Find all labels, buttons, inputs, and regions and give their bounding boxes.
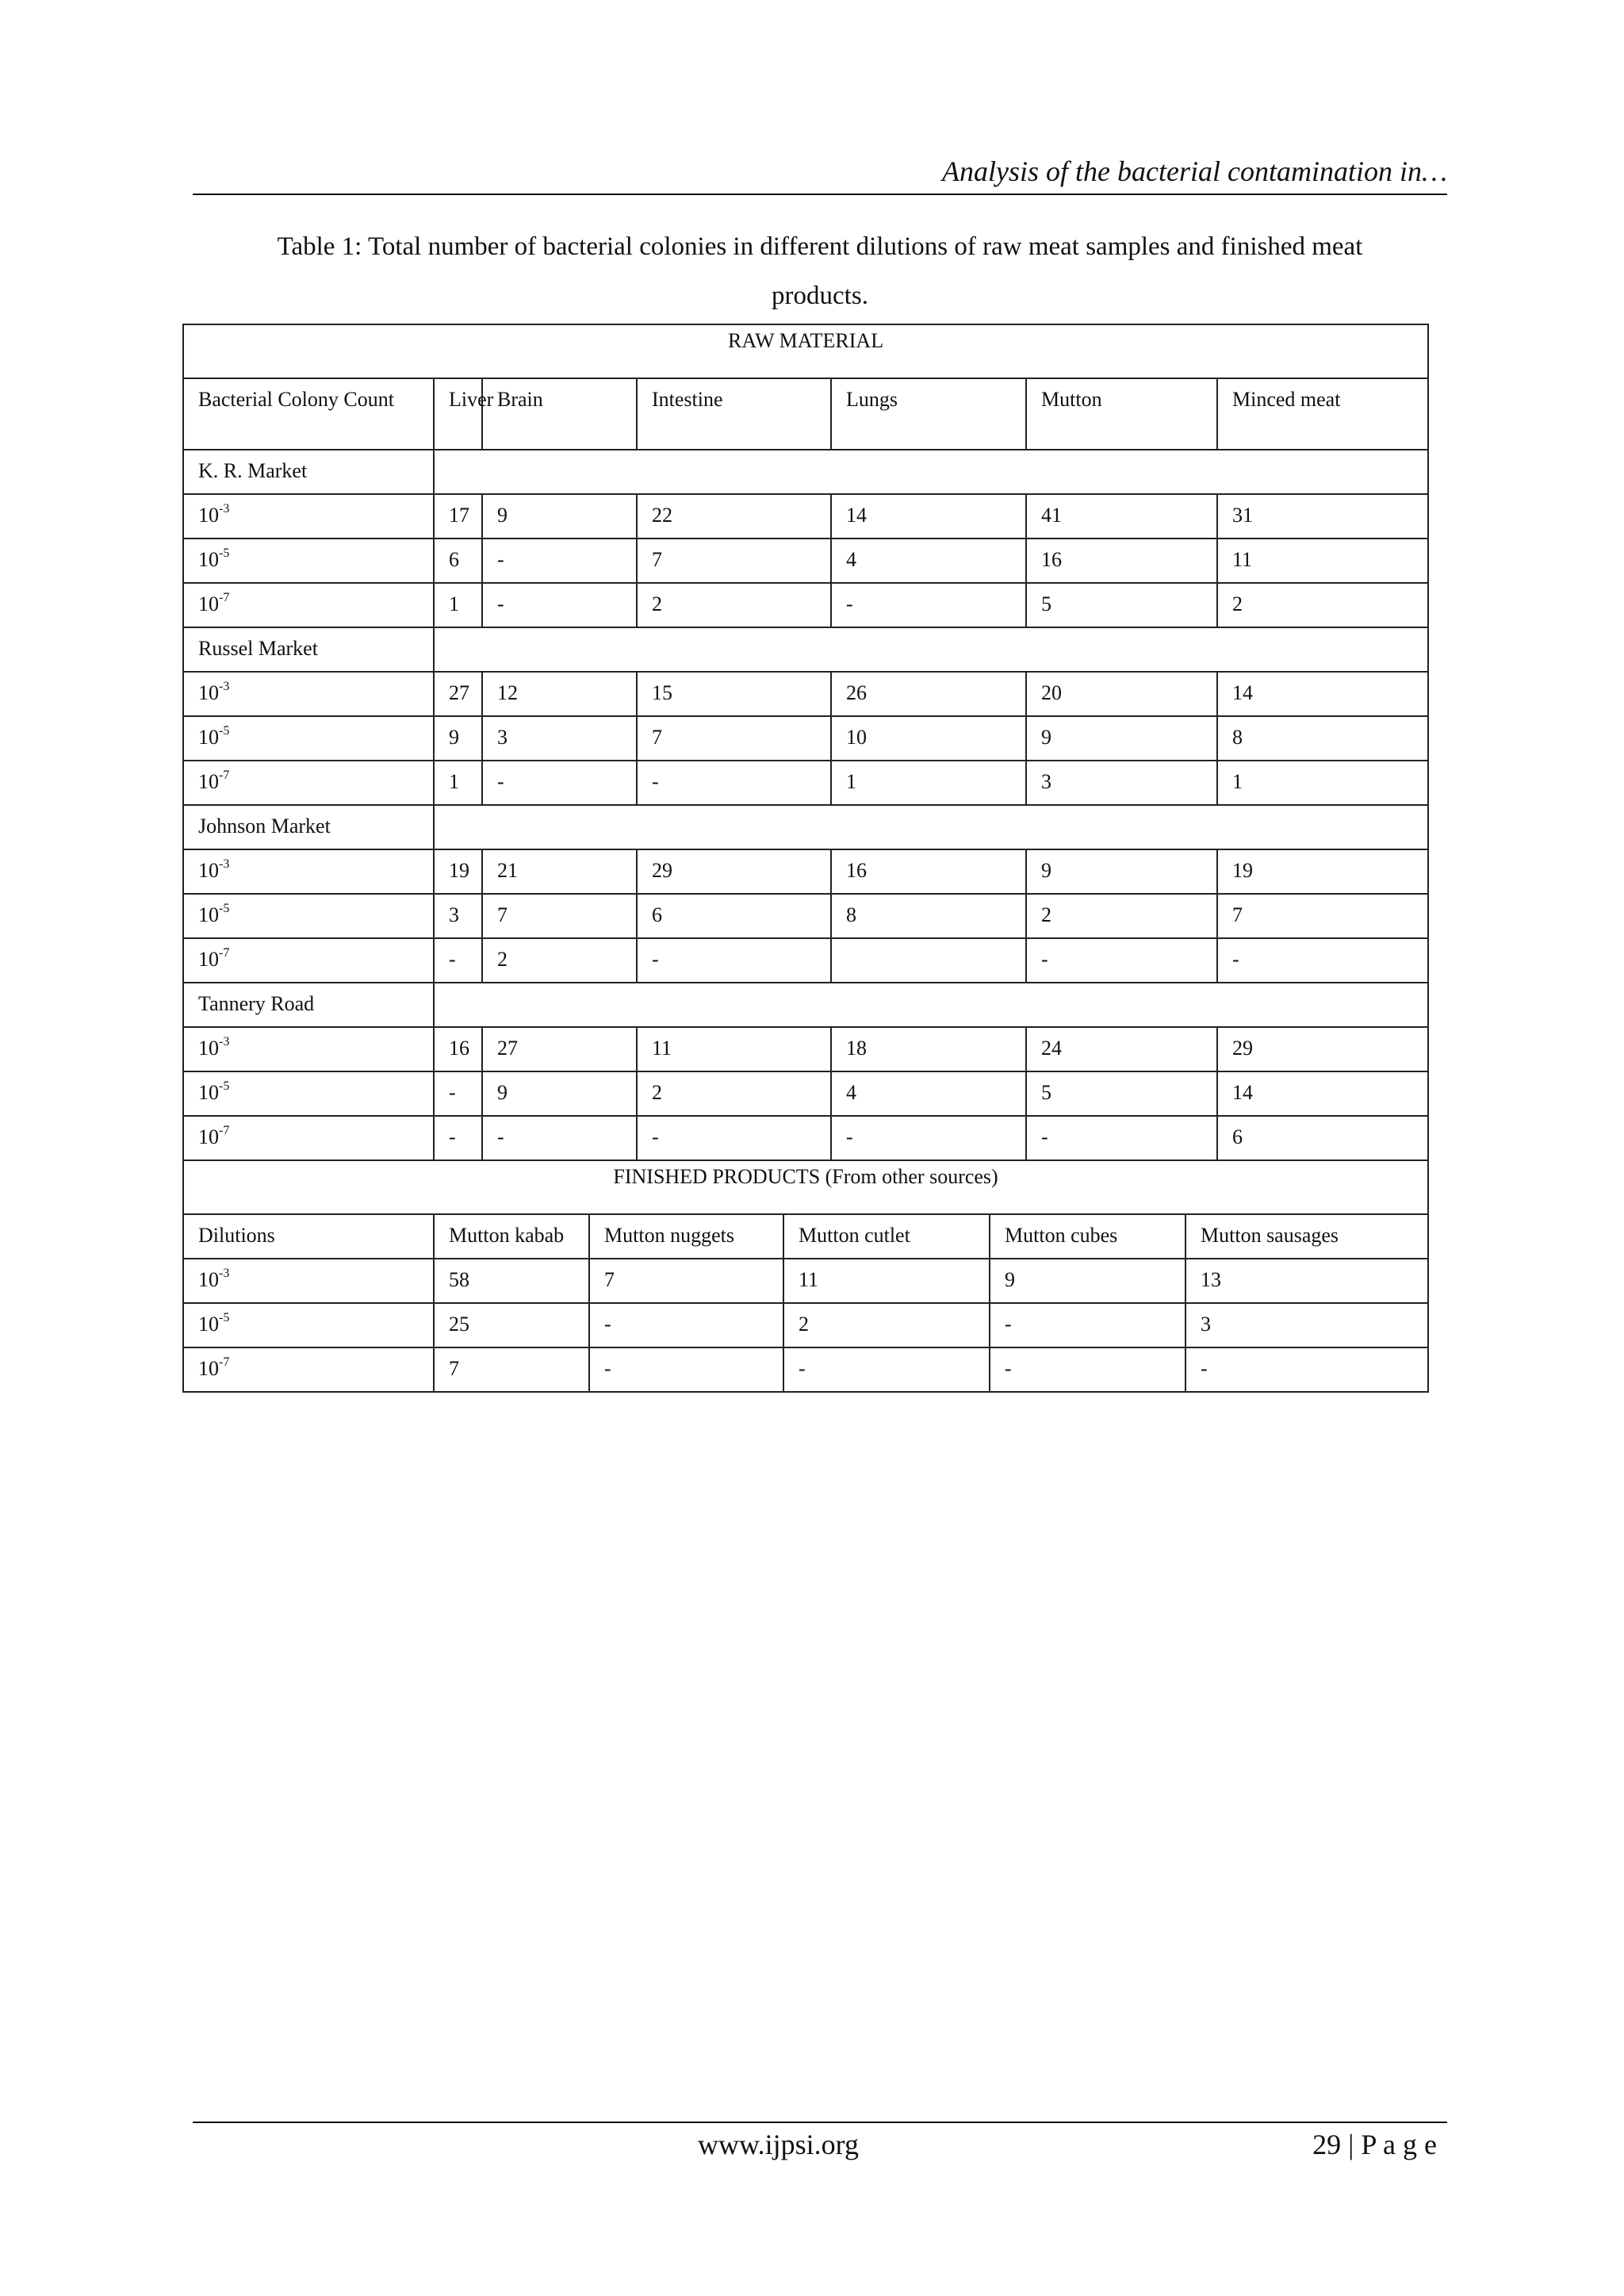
dilution-label	[183, 1347, 434, 1392]
dilution-label	[183, 1259, 434, 1303]
product-count-cell: 3	[1185, 1303, 1428, 1347]
colony-count-cell: 2	[1217, 583, 1428, 627]
dilution-label	[183, 894, 434, 938]
colony-count-cell: 24	[1026, 1027, 1217, 1071]
table-row	[183, 583, 1428, 627]
market-name: Johnson Market	[183, 805, 434, 849]
product-count-cell: 2	[783, 1303, 990, 1347]
colony-count-cell: 19	[1217, 849, 1428, 894]
footer-website: www.ijpsi.org	[698, 2129, 860, 2160]
colony-count-cell: -	[1026, 938, 1217, 983]
dilution-exponent: -7	[219, 1124, 230, 1138]
table-row	[183, 1027, 1428, 1071]
colony-count-cell: 3	[482, 716, 637, 761]
dilution-base: 10	[198, 548, 219, 571]
finished-first-column-header: Dilutions	[183, 1214, 434, 1259]
header-divider	[193, 194, 1447, 195]
colony-count-cell: 3	[434, 894, 482, 938]
colony-count-cell: 6	[1217, 1116, 1428, 1160]
colony-count-cell: 9	[1026, 716, 1217, 761]
colony-count-cell: 8	[831, 894, 1026, 938]
colony-count-cell: 6	[434, 539, 482, 583]
table-row	[183, 494, 1428, 539]
colony-count-cell: 6	[637, 894, 831, 938]
colony-count-cell: 27	[434, 672, 482, 716]
dilution-label	[183, 583, 434, 627]
dilution-label	[183, 1116, 434, 1160]
colony-count-cell: 7	[1217, 894, 1428, 938]
dilution-exponent: -3	[219, 1035, 230, 1049]
table-row	[183, 716, 1428, 761]
colony-count-cell: 7	[482, 894, 637, 938]
table-row	[183, 1303, 1428, 1347]
dilution-label	[183, 761, 434, 805]
dilution-label	[183, 1071, 434, 1116]
colony-count-cell: -	[482, 1116, 637, 1160]
dilution-base: 10	[198, 504, 219, 527]
dilution-exponent: -3	[219, 680, 230, 694]
product-count-cell: -	[589, 1347, 783, 1392]
footer-divider	[193, 2122, 1447, 2123]
dilution-base: 10	[198, 1357, 219, 1380]
finished-column-header: Mutton cutlet	[783, 1214, 990, 1259]
finished-column-header: Mutton nuggets	[589, 1214, 783, 1259]
colony-count-cell: 16	[831, 849, 1026, 894]
market-row-blank	[434, 983, 1428, 1027]
raw-column-header: Mutton	[1026, 378, 1217, 450]
colony-count-cell: 20	[1026, 672, 1217, 716]
dilution-base: 10	[198, 1037, 219, 1060]
colony-count-cell: 18	[831, 1027, 1026, 1071]
colony-count-cell: 26	[831, 672, 1026, 716]
finished-products-banner: FINISHED PRODUCTS (From other sources)	[183, 1160, 1428, 1214]
product-count-cell: 9	[990, 1259, 1185, 1303]
product-count-cell: 25	[434, 1303, 589, 1347]
colony-count-cell: 11	[637, 1027, 831, 1071]
dilution-exponent: -7	[219, 1355, 230, 1370]
table-row	[183, 938, 1428, 983]
colony-count-cell: 1	[434, 761, 482, 805]
dilution-base: 10	[198, 1125, 219, 1148]
dilution-exponent: -5	[219, 902, 230, 916]
dilution-base: 10	[198, 1081, 219, 1104]
colony-count-cell: 27	[482, 1027, 637, 1071]
dilution-exponent: -7	[219, 769, 230, 783]
product-count-cell: 7	[434, 1347, 589, 1392]
market-name: Tannery Road	[183, 983, 434, 1027]
table-row	[183, 539, 1428, 583]
table-row	[183, 849, 1428, 894]
colony-count-cell: 7	[637, 539, 831, 583]
dilution-label	[183, 539, 434, 583]
colony-count-cell: 14	[1217, 672, 1428, 716]
colony-count-cell: 41	[1026, 494, 1217, 539]
raw-column-header: Lungs	[831, 378, 1026, 450]
product-count-cell: -	[990, 1347, 1185, 1392]
market-row	[183, 805, 1428, 849]
colony-count-cell: 9	[434, 716, 482, 761]
table-row	[183, 1259, 1428, 1303]
finished-header-row	[183, 1214, 1428, 1259]
dilution-base: 10	[198, 948, 219, 971]
colony-count-cell: -	[1026, 1116, 1217, 1160]
finished-column-header: Mutton kabab	[434, 1214, 589, 1259]
finished-banner-row	[183, 1160, 1428, 1214]
colony-count-cell: 7	[637, 716, 831, 761]
table-row	[183, 1116, 1428, 1160]
colony-count-cell: -	[831, 1116, 1026, 1160]
dilution-base: 10	[198, 770, 219, 793]
colony-count-cell: 1	[1217, 761, 1428, 805]
dilution-base: 10	[198, 1313, 219, 1336]
colony-count-cell: 10	[831, 716, 1026, 761]
colony-count-cell: 9	[482, 494, 637, 539]
colony-count-cell: 5	[1026, 1071, 1217, 1116]
colony-count-cell: 4	[831, 1071, 1026, 1116]
raw-banner-row	[183, 324, 1428, 378]
raw-column-header: Liver	[434, 378, 482, 450]
colony-count-cell: 2	[482, 938, 637, 983]
colony-count-cell: 11	[1217, 539, 1428, 583]
colony-count-cell: 8	[1217, 716, 1428, 761]
market-row-blank	[434, 450, 1428, 494]
raw-header-row	[183, 378, 1428, 450]
market-row	[183, 450, 1428, 494]
colony-count-cell: 16	[434, 1027, 482, 1071]
dilution-exponent: -3	[219, 1267, 230, 1281]
bacterial-colony-table	[182, 324, 1429, 1393]
colony-count-cell: 14	[831, 494, 1026, 539]
colony-count-cell: 31	[1217, 494, 1428, 539]
raw-first-column-header: Bacterial Colony Count	[183, 378, 434, 450]
dilution-exponent: -7	[219, 946, 230, 960]
table-row	[183, 761, 1428, 805]
dilution-label	[183, 494, 434, 539]
table-row	[183, 1347, 1428, 1392]
dilution-exponent: -5	[219, 546, 230, 561]
raw-column-header: Minced meat	[1217, 378, 1428, 450]
colony-count-cell: 5	[1026, 583, 1217, 627]
product-count-cell: -	[589, 1303, 783, 1347]
market-row	[183, 627, 1428, 672]
table-caption: Table 1: Total number of bacterial colonies in different dilutions of raw meat samples and finished meat products.	[277, 232, 1363, 310]
product-count-cell: 58	[434, 1259, 589, 1303]
colony-count-cell: 16	[1026, 539, 1217, 583]
colony-count-cell: -	[482, 539, 637, 583]
colony-count-cell: 21	[482, 849, 637, 894]
colony-count-cell: -	[1217, 938, 1428, 983]
dilution-base: 10	[198, 726, 219, 749]
colony-count-cell: 1	[831, 761, 1026, 805]
product-count-cell: 13	[1185, 1259, 1428, 1303]
market-row	[183, 983, 1428, 1027]
colony-count-cell: 3	[1026, 761, 1217, 805]
colony-count-cell: -	[482, 583, 637, 627]
market-row-blank	[434, 805, 1428, 849]
market-name: K. R. Market	[183, 450, 434, 494]
colony-count-cell: 29	[1217, 1027, 1428, 1071]
table-row	[183, 894, 1428, 938]
dilution-base: 10	[198, 592, 219, 615]
market-row-blank	[434, 627, 1428, 672]
market-name: Russel Market	[183, 627, 434, 672]
product-count-cell: 7	[589, 1259, 783, 1303]
colony-count-cell: -	[434, 1071, 482, 1116]
colony-count-cell: 4	[831, 539, 1026, 583]
colony-count-cell: 14	[1217, 1071, 1428, 1116]
raw-material-banner: RAW MATERIAL	[183, 324, 1428, 378]
dilution-label	[183, 938, 434, 983]
colony-count-cell	[831, 938, 1026, 983]
dilution-exponent: -7	[219, 591, 230, 605]
dilution-base: 10	[198, 859, 219, 882]
colony-count-cell: 29	[637, 849, 831, 894]
colony-count-cell: -	[434, 938, 482, 983]
colony-count-cell: 9	[482, 1071, 637, 1116]
product-count-cell: 11	[783, 1259, 990, 1303]
colony-count-cell: 12	[482, 672, 637, 716]
finished-column-header: Mutton cubes	[990, 1214, 1185, 1259]
table-row	[183, 1071, 1428, 1116]
colony-count-cell: 9	[1026, 849, 1217, 894]
colony-count-cell: 22	[637, 494, 831, 539]
dilution-label	[183, 1303, 434, 1347]
running-header-title: Analysis of the bacterial contamination in…	[942, 155, 1447, 187]
product-count-cell: -	[990, 1303, 1185, 1347]
dilution-base: 10	[198, 903, 219, 926]
colony-count-cell: 2	[637, 1071, 831, 1116]
dilution-exponent: -5	[219, 724, 230, 738]
colony-count-cell: -	[637, 1116, 831, 1160]
dilution-label	[183, 672, 434, 716]
colony-count-cell: -	[482, 761, 637, 805]
dilution-base: 10	[198, 1268, 219, 1291]
colony-count-cell: 17	[434, 494, 482, 539]
dilution-label	[183, 1027, 434, 1071]
colony-count-cell: 15	[637, 672, 831, 716]
colony-count-cell: -	[637, 761, 831, 805]
colony-count-cell: -	[831, 583, 1026, 627]
colony-count-cell: -	[637, 938, 831, 983]
dilution-label	[183, 849, 434, 894]
table-row	[183, 672, 1428, 716]
product-count-cell: -	[783, 1347, 990, 1392]
dilution-exponent: -3	[219, 857, 230, 872]
colony-count-cell: 1	[434, 583, 482, 627]
footer-page-number: 29 | P a g e	[1312, 2129, 1437, 2160]
dilution-base: 10	[198, 681, 219, 704]
colony-count-cell: 2	[1026, 894, 1217, 938]
raw-column-header: Brain	[482, 378, 637, 450]
colony-count-cell: -	[434, 1116, 482, 1160]
colony-count-cell: 19	[434, 849, 482, 894]
finished-column-header: Mutton sausages	[1185, 1214, 1428, 1259]
product-count-cell: -	[1185, 1347, 1428, 1392]
dilution-exponent: -5	[219, 1311, 230, 1325]
raw-column-header: Intestine	[637, 378, 831, 450]
colony-count-cell: 2	[637, 583, 831, 627]
dilution-exponent: -5	[219, 1079, 230, 1094]
dilution-exponent: -3	[219, 502, 230, 516]
dilution-label	[183, 716, 434, 761]
